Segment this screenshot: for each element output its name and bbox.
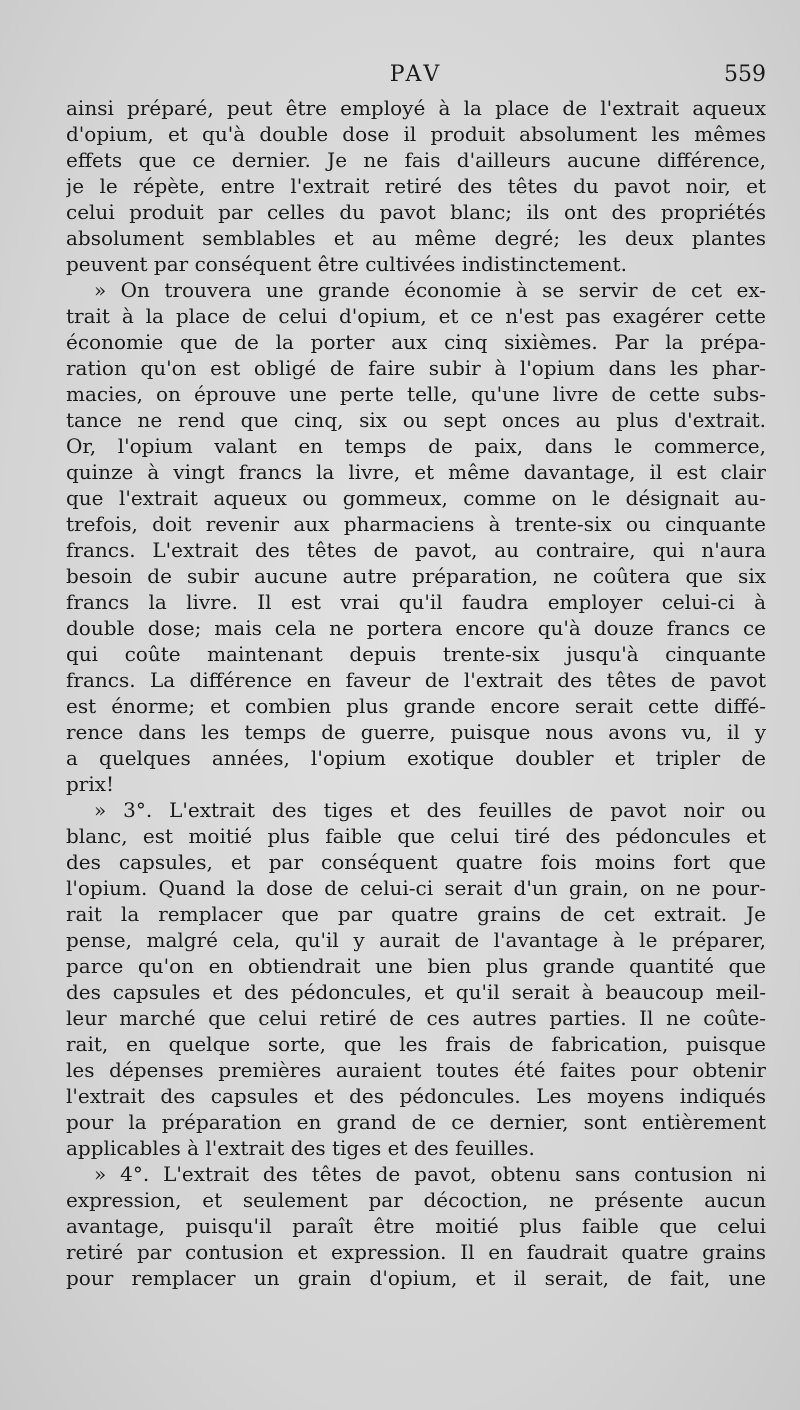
text-line: » 3°. L'extrait des tiges et des feuilles de pavot noir ou [94,798,766,822]
page-header [66,62,766,92]
text-line: l'extrait des capsules et des pédoncules. Les moyens indiqués [66,1084,766,1108]
text-line: francs la livre. Il est vrai qu'il faudra employer celui-ci à [66,590,766,614]
text-line: rait, en quelque sorte, que les frais de fabrication, puisque [66,1032,766,1056]
text-line: francs. La différence en faveur de l'extrait des têtes de pavot [66,668,766,692]
text-line: l'opium. Quand la dose de celui-ci serait d'un grain, on ne pour- [66,876,766,900]
text-line: je le répète, entre l'extrait retiré des têtes du pavot noir, et [66,174,766,198]
text-line: prix! [66,772,115,796]
text-line: pour la préparation en grand de ce dernier, sont entièrement [66,1110,766,1134]
text-line: que l'extrait aqueux ou gommeux, comme on le désignait au- [66,486,766,510]
text-line: est énorme; et combien plus grande encore serait cette diffé- [66,694,766,718]
text-line: quinze à vingt francs la livre, et même davantage, il est clair [66,460,766,484]
text-line: qui coûte maintenant depuis trente-six jusqu'à cinquante [66,642,766,666]
page-number: 559 [724,62,766,87]
text-line: pense, malgré cela, qu'il y aurait de l'avantage à le préparer, [66,928,766,952]
text-line: expression, et seulement par décoction, ne présente aucun [66,1188,766,1212]
text-line: blanc, est moitié plus faible que celui tiré des pédoncules et [66,824,766,848]
text-line: des capsules et des pédoncules, et qu'il serait à beaucoup meil- [66,980,766,1004]
text-line: parce qu'on en obtiendrait une bien plus grande quantité que [66,954,766,978]
text-line: retiré par contusion et expression. Il en faudrait quatre grains [66,1240,766,1264]
text-line: absolument semblables et au même degré; les deux plantes [66,226,766,250]
text-line: a quelques années, l'opium exotique doubler et tripler de [66,746,766,770]
text-line: des capsules, et par conséquent quatre fois moins fort que [66,850,766,874]
text-line: avantage, puisqu'il paraît être moitié plus faible que celui [66,1214,766,1238]
text-line: leur marché que celui retiré de ces autres parties. Il ne coûte- [66,1006,766,1030]
text-line: ainsi préparé, peut être employé à la place de l'extrait aqueux [66,96,766,120]
text-line: les dépenses premières auraient toutes été faites pour obtenir [66,1058,766,1082]
text-line: francs. L'extrait des têtes de pavot, au contraire, qui n'aura [66,538,766,562]
text-line: » 4°. L'extrait des têtes de pavot, obtenu sans contusion ni [94,1162,766,1186]
running-head: PAV [389,62,443,87]
text-line: applicables à l'extrait des tiges et des feuilles. [66,1136,535,1160]
text-line: pour remplacer un grain d'opium, et il serait, de fait, une [66,1266,766,1290]
text-line: rence dans les temps de guerre, puisque nous avons vu, il y [66,720,766,744]
text-line: économie que de la porter aux cinq sixièmes. Par la prépa- [66,330,766,354]
text-line: effets que ce dernier. Je ne fais d'ailleurs aucune différence, [66,148,766,172]
text-line: ration qu'on est obligé de faire subir à l'opium dans les phar- [66,356,766,380]
text-line: Or, l'opium valant en temps de paix, dans le commerce, [66,434,766,458]
text-line: double dose; mais cela ne portera encore qu'à douze francs ce [66,616,766,640]
text-line: d'opium, et qu'à double dose il produit absolument les mêmes [66,122,766,146]
text-line: » On trouvera une grande économie à se servir de cet ex- [94,278,766,302]
body-text [66,95,766,1291]
text-line: trait à la place de celui d'opium, et ce n'est pas exagérer cette [66,304,766,328]
text-line: peuvent par conséquent être cultivées indistinctement. [66,252,627,276]
text-line: celui produit par celles du pavot blanc; ils ont des propriétés [66,200,766,224]
text-line: rait la remplacer que par quatre grains de cet extrait. Je [66,902,766,926]
text-line: trefois, doit revenir aux pharmaciens à trente-six ou cinquante [66,512,766,536]
text-line: macies, on éprouve une perte telle, qu'une livre de cette subs- [66,382,766,406]
text-line: besoin de subir aucune autre préparation, ne coûtera que six [66,564,766,588]
text-line: tance ne rend que cinq, six ou sept onces au plus d'extrait. [66,408,766,432]
